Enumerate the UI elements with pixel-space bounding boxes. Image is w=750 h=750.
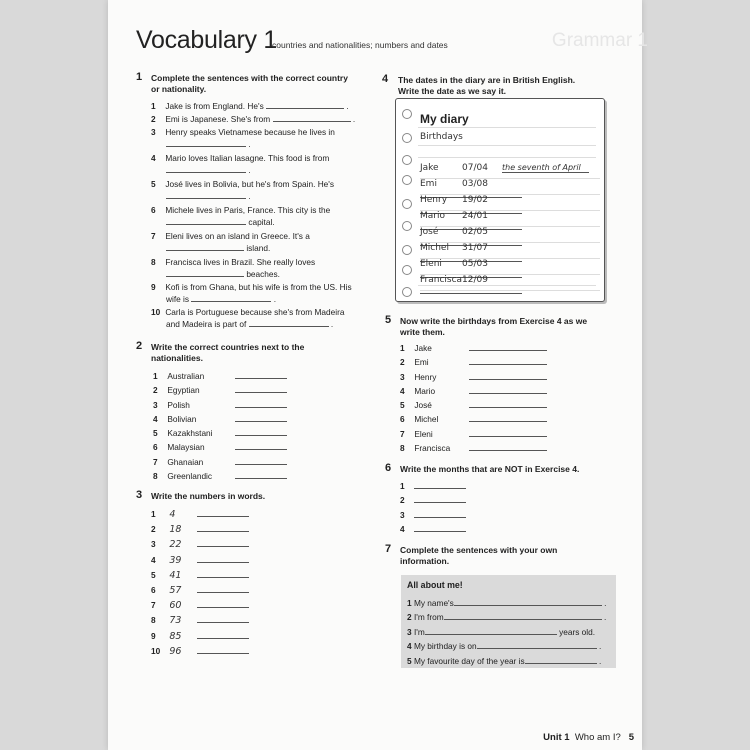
diary-title: My diary	[420, 112, 469, 126]
answer-blank[interactable]	[197, 599, 249, 608]
ex2-items: 1 Australian 2 Egyptian 3 Polish 4 Bolivian 5 Kazakhstani 6 Malaysian 7 Ghanaian 8 Greenlandic	[153, 370, 353, 484]
ring-hole-icon	[402, 245, 412, 255]
answer-blank[interactable]	[235, 370, 287, 379]
answer-blank[interactable]	[469, 428, 547, 437]
answer-blank[interactable]	[166, 164, 246, 173]
ex6-number: 6	[385, 462, 392, 474]
answer-blank[interactable]	[235, 399, 287, 408]
answer-blank[interactable]	[414, 523, 466, 532]
all-about-me-box	[401, 575, 616, 668]
answer-blank[interactable]	[166, 216, 246, 225]
answer-blank[interactable]	[235, 470, 287, 479]
answer-blank[interactable]	[166, 268, 244, 277]
answer-blank[interactable]	[166, 242, 244, 251]
answer-blank[interactable]	[266, 100, 344, 109]
answer-blank[interactable]	[420, 285, 522, 294]
diary-row: Henry 19/02	[420, 195, 600, 211]
ex7-items: 1 My name's . 2 I'm from . 3 I'm years old. 4 My birthday is on . 5 My favourite day of the year is .	[407, 598, 607, 666]
page-footer: Unit 1 Who am I? 5	[543, 732, 634, 743]
diary-row: José 02/05	[420, 227, 600, 243]
ex3-instruction: Write the numbers in words.	[151, 491, 266, 501]
ex2-instruction: Write the correct countries next to the nationalities.	[151, 342, 305, 363]
diary-row: Jake 07/04 the seventh of April	[420, 163, 600, 179]
page-title: Vocabulary 1	[136, 26, 277, 54]
answer-blank[interactable]	[425, 626, 557, 635]
ex2-number: 2	[136, 340, 143, 352]
ring-hole-icon	[402, 133, 412, 143]
answer-blank[interactable]	[469, 413, 547, 422]
answer-blank[interactable]	[477, 640, 597, 649]
answer-blank[interactable]	[414, 494, 466, 503]
ex1-number: 1	[136, 71, 143, 83]
answer-blank[interactable]	[444, 611, 602, 620]
diary-row: Francisca12/09	[420, 275, 600, 291]
answer-blank[interactable]	[414, 509, 466, 518]
answer-blank[interactable]	[525, 655, 597, 664]
ring-hole-icon	[402, 175, 412, 185]
ring-hole-icon	[402, 221, 412, 231]
answer-blank[interactable]	[197, 554, 249, 563]
workbook-page	[108, 0, 648, 750]
ex6-instruction: Write the months that are NOT in Exercise 4.	[400, 464, 580, 474]
answer-blank[interactable]	[197, 508, 249, 517]
answer-blank[interactable]	[469, 442, 547, 451]
ex3-items: 1 4 2 18 3 22 4 39 5 41 6 57 7 60 8 73 9 85 10 96	[151, 508, 351, 660]
answer-blank[interactable]	[197, 630, 249, 639]
answer-blank[interactable]	[166, 190, 246, 199]
ex1-items: 1 Jake is from England. He's . 2 Emi is Japanese. She's from . 3 Henry speaks Vietnamese because he lives in . 4 Mario loves Italian lasagne. This food is from . 5 José lives in Bolivia, but he's from Spain. He's . 6 Michele lives in Paris, France. This city is the capital. 7 Eleni lives on an island in Greece. It's a island. 8 Francisca lives in Brazil. She really loves beaches. 9 Kofi is from Ghana, but his wife is from the US. His wife is . 10 Carla is Portuguese because she's from Madeira and Madeira is part of .	[151, 101, 356, 329]
ring-hole-icon	[402, 155, 412, 165]
answer-blank[interactable]	[235, 427, 287, 436]
answer-blank[interactable]	[197, 523, 249, 532]
ex4-instruction: The dates in the diary are in British English. Write the date as we say it.	[398, 75, 576, 96]
answer-blank[interactable]	[197, 538, 249, 547]
page-subtitle: countries and nationalities; numbers and dates	[272, 40, 448, 50]
answer-blank[interactable]	[469, 371, 547, 380]
answer-blank[interactable]	[235, 456, 287, 465]
diary-row: Eleni 05/03	[420, 259, 600, 275]
ring-hole-icon	[402, 109, 412, 119]
answer-blank[interactable]	[191, 293, 271, 302]
answer-blank[interactable]	[469, 399, 547, 408]
ring-hole-icon	[402, 287, 412, 297]
answer-blank[interactable]	[166, 138, 246, 147]
diary-rows	[420, 163, 600, 291]
ex5-number: 5	[385, 314, 392, 326]
box-title: All about me!	[407, 580, 463, 590]
answer-blank[interactable]	[235, 413, 287, 422]
answer-blank[interactable]	[197, 584, 249, 593]
answer-blank[interactable]	[197, 614, 249, 623]
answer-blank[interactable]	[469, 385, 547, 394]
ex7-number: 7	[385, 543, 392, 555]
ex5-instruction: Now write the birthdays from Exercise 4 as we write them.	[400, 316, 588, 337]
ghost-heading-bleed: Grammar 1	[551, 30, 648, 51]
ex5-items: 1 Jake 2 Emi 3 Henry 4 Mario 5 José 6 Michel 7 Eleni 8 Francisca	[400, 342, 600, 456]
diary-row: Emi 03/08	[420, 179, 600, 195]
answer-blank[interactable]	[273, 113, 351, 122]
diary-subtitle: Birthdays	[420, 132, 463, 142]
answer-blank[interactable]	[197, 645, 249, 654]
answer-blank[interactable]	[469, 342, 547, 351]
ring-hole-icon	[402, 265, 412, 275]
ex3-number: 3	[136, 489, 143, 501]
diary-row: Mario 24/01	[420, 211, 600, 227]
answer-blank[interactable]	[235, 441, 287, 450]
answer-blank[interactable]	[454, 597, 602, 606]
answer-blank[interactable]	[249, 318, 329, 327]
diary-row: Michel 31/07	[420, 243, 600, 259]
diary-card	[395, 98, 605, 302]
answer-blank[interactable]	[414, 480, 466, 489]
ex6-items: 1 2 3 4	[400, 480, 600, 537]
answer-blank[interactable]	[469, 356, 547, 365]
answer-blank[interactable]	[197, 569, 249, 578]
ex1-instruction: Complete the sentences with the correct country or nationality.	[151, 73, 348, 94]
ex4-number: 4	[382, 73, 389, 85]
ex7-instruction: Complete the sentences with your own information.	[400, 545, 558, 566]
answer-blank[interactable]	[235, 384, 287, 393]
ring-hole-icon	[402, 199, 412, 209]
